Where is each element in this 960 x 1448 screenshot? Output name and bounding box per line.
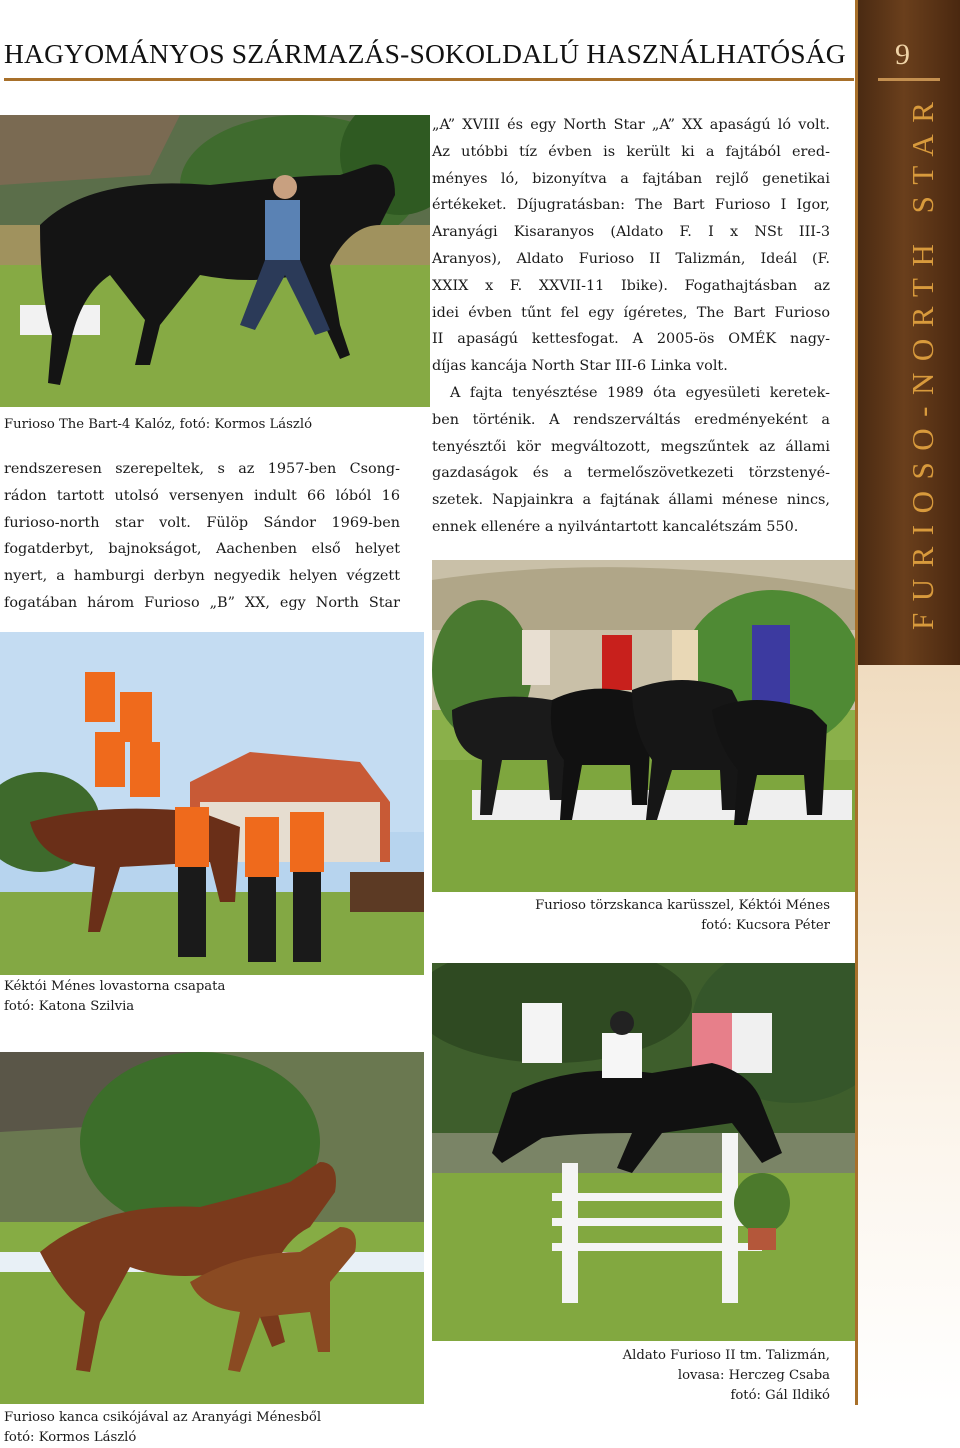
caption-photo4 [432,1346,830,1406]
caption-photo2-line2: fotó: Kucsora Péter [701,918,830,933]
right-line-9: II apaságú kettesfogat. A 2005-ös OMÉK nagy- [432,331,830,348]
right-line-14: gazdaságok és a termelőszövetkezeti törzstenyé- [432,465,830,482]
photo-show-jumping [432,963,855,1341]
sidebar-gradient [858,665,960,1405]
left-line-2: rádon tartott utolsó versenyen indult 66 lóból 16 [4,487,400,504]
photo-carousel-mares [432,560,855,892]
page-title: HAGYOMÁNYOS SZÁRMAZÁS-SOKOLDALÚ HASZNÁLHATÓSÁG [4,38,846,69]
caption-photo4-line2: lovasa: Herczeg Csaba [677,1368,830,1383]
left-line-3: furioso-north star volt. Fülöp Sándor 1969-ben [4,514,400,531]
left-column-text [4,456,400,617]
caption-photo5-line1: Furioso kanca csikójával az Aranyági Ménesből [4,1410,322,1425]
right-line-2: Az utóbbi tíz évben is került ki a fajtából ered- [432,143,830,160]
caption-photo5-line2: fotó: Kormos László [4,1430,137,1445]
right-line-7: XXIX x F. XXVII-11 Ibike). Fogathajtásban az [432,277,830,294]
caption-photo2-line1: Furioso törzskanca karüsszel, Kéktói Ménes [535,898,830,913]
right-line-11: A fajta tenyésztése 1989 óta egyesületi keretek- [450,384,830,401]
sidebar-title: FURIOSO-NORTH STAR [905,90,940,630]
caption-photo1: Furioso The Bart-4 Kalóz, fotó: Kormos László [4,417,313,432]
left-line-1: rendszeresen szerepeltek, s az 1957-ben Csong- [4,461,400,477]
right-line-4: értékeket. Díjugratásban: The Bart Furioso I Igor, [432,197,830,214]
photo-vaulting-team [0,632,424,975]
left-line-4: fogatderbyt, bajnokságot, Aachenben első helyet [4,541,400,558]
right-line-10: díjas kancája North Star III-6 Linka volt. [432,358,728,375]
right-column-text [432,112,830,541]
caption-photo4-line1: Aldato Furioso II tm. Talizmán, [622,1348,830,1363]
right-line-8: idei évben tűnt fel egy ígéretes, The Bart Furioso [432,304,830,321]
left-line-5: nyert, a hamburgi derbyn negyedik helyen végzett [4,568,400,585]
right-line-6: Aranyos), Aldato Furioso II Talizmán, Ideál (F. [432,250,830,267]
right-line-13: tenyésztői kör megváltozott, megszűntek az állami [432,438,830,455]
title-underline [4,78,854,81]
photo-mare-foal [0,1052,424,1404]
caption-photo3-line2: fotó: Katona Szilvia [4,999,135,1014]
right-line-15: szetek. Napjainkra a fajtának állami ménese nincs, [432,492,830,509]
right-line-3: ményes ló, bizonyítva a fajtában rejlő genetikai [432,170,830,187]
left-line-6: fogatában három Furioso „B” XX, egy North Star [4,594,400,611]
caption-photo5 [4,1408,321,1448]
caption-photo3-line1: Kéktói Ménes lovastorna csapata [4,979,226,994]
photo-black-stallion [0,115,430,407]
right-line-1: „A” XVIII és egy North Star „A” XX apaságú ló volt. [432,117,830,133]
right-line-12: ben történik. A rendszerváltás eredményeként a [432,411,830,428]
right-line-16: ennek ellenére a nyilvántartott kancalétszám 550. [432,518,799,535]
caption-photo3 [4,977,225,1017]
page-number: 9 [895,38,910,71]
right-line-5: Aranyági Kisaranyos (Aldato F. I x NSt III-3 [432,224,830,241]
caption-photo2 [432,896,830,936]
caption-photo4-line3: fotó: Gál Ildikó [730,1388,830,1403]
page-number-rule [878,78,940,81]
